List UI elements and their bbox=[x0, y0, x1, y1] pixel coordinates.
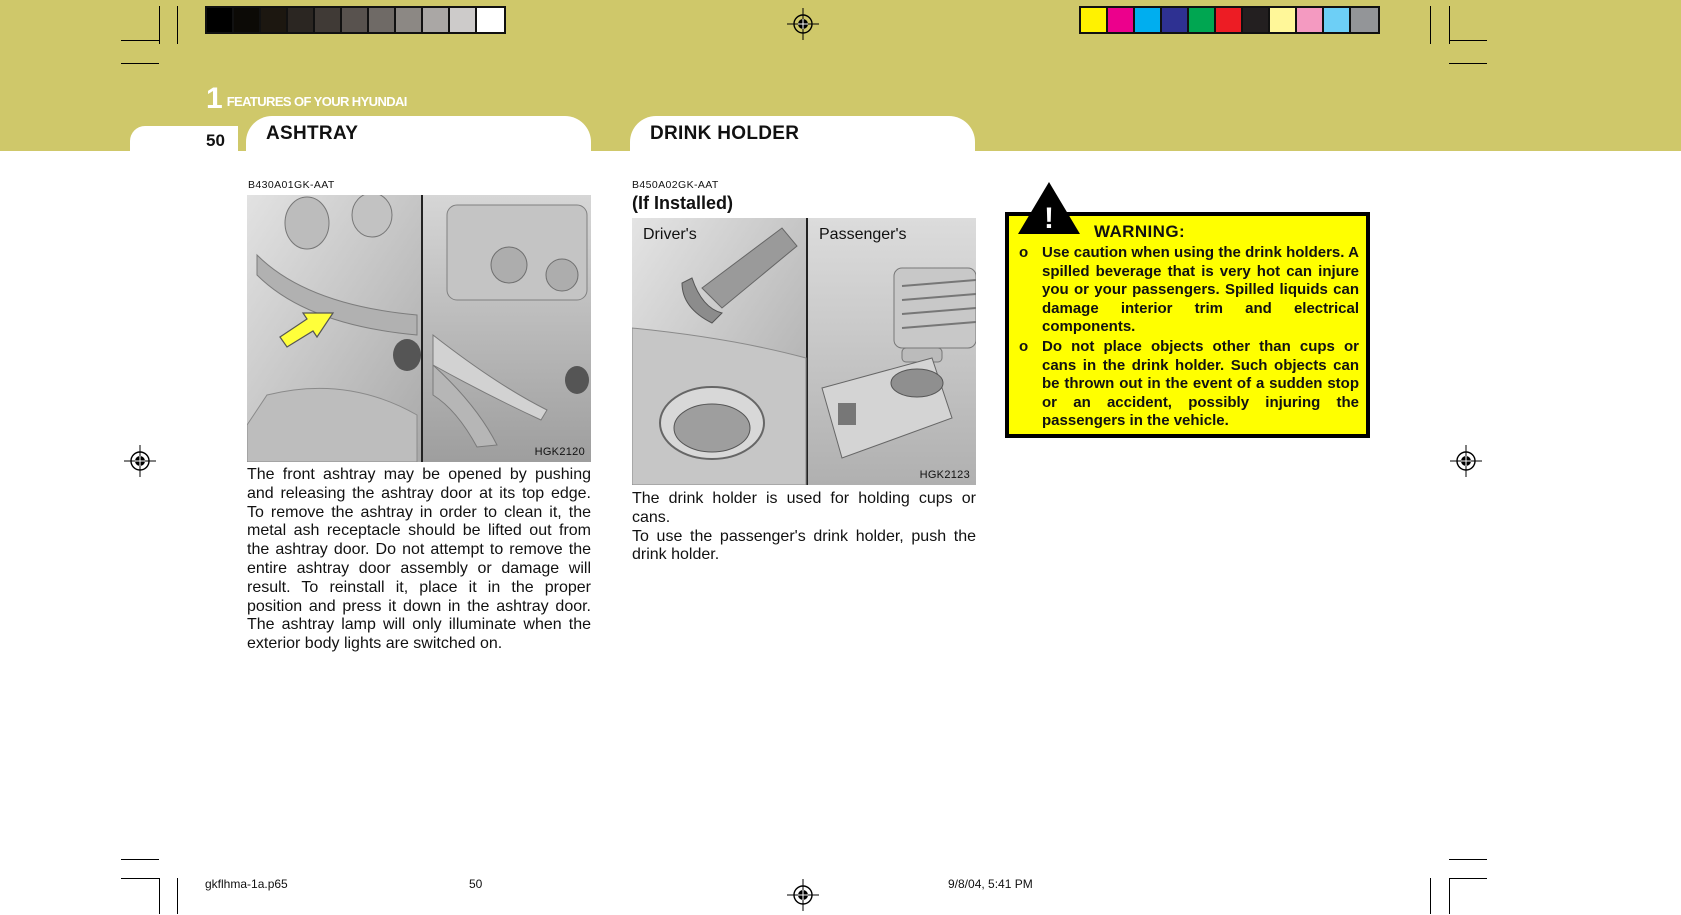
color-swatches bbox=[1079, 6, 1380, 34]
warning-bullet: o bbox=[1019, 244, 1029, 261]
crop-mark bbox=[177, 878, 178, 914]
footer-file: gkflhma-1a.p65 bbox=[205, 877, 288, 891]
registration-mark-icon bbox=[787, 8, 819, 40]
ashtray-figure bbox=[247, 195, 591, 462]
crop-mark bbox=[121, 878, 159, 879]
color-swatch bbox=[369, 8, 396, 32]
color-swatch bbox=[234, 8, 261, 32]
warning-list bbox=[1019, 244, 1359, 432]
color-swatch bbox=[261, 8, 288, 32]
warning-icon-glyph: ! bbox=[1044, 202, 1054, 235]
drink-holder-code: B450A02GK-AAT bbox=[632, 179, 719, 191]
color-swatch bbox=[1189, 8, 1216, 32]
crop-mark bbox=[1449, 40, 1487, 41]
crop-mark bbox=[159, 878, 160, 914]
color-swatch bbox=[1324, 8, 1351, 32]
color-swatch bbox=[288, 8, 315, 32]
grayscale-swatches bbox=[205, 6, 506, 34]
section-title-drink-holder: DRINK HOLDER bbox=[650, 123, 800, 144]
drink-holder-text bbox=[632, 490, 976, 565]
crop-mark bbox=[121, 859, 159, 860]
ashtray-figure-label: HGK2120 bbox=[534, 446, 585, 458]
registration-mark-icon bbox=[124, 445, 156, 477]
passengers-label: Passenger's bbox=[819, 226, 907, 243]
registration-mark-icon bbox=[1450, 445, 1482, 477]
crop-mark bbox=[1449, 878, 1487, 879]
ashtray-illustration bbox=[247, 195, 591, 462]
color-swatch bbox=[450, 8, 477, 32]
color-swatch bbox=[1162, 8, 1189, 32]
color-swatch bbox=[1135, 8, 1162, 32]
drink-holder-figure bbox=[632, 218, 976, 485]
chapter-number: 1 bbox=[206, 82, 223, 115]
warning-triangle-icon bbox=[1016, 180, 1082, 236]
color-swatch bbox=[1243, 8, 1270, 32]
page-number: 50 bbox=[206, 131, 225, 150]
ashtray-text: The front ashtray may be opened by pushing and releasing the ashtray door at its top edge. To remove the ashtray in order to clean it, the metal ash receptacle should be lifted out from the ashtray door. Do not attempt to remove the entire ashtray door assembly or damage will result. To reinstall it, place it in the proper position and press it down in the ashtray door. The ashtray lamp will only illuminate when the exterior body lights are switched on. bbox=[247, 466, 591, 653]
drink-holder-paragraph-2: To use the passenger's drink holder, push the drink holder. bbox=[632, 527, 976, 564]
warning-title: WARNING: bbox=[1094, 222, 1186, 241]
crop-mark bbox=[1449, 63, 1487, 64]
color-swatch bbox=[396, 8, 423, 32]
crop-mark bbox=[1449, 878, 1450, 914]
drink-holder-subtitle: (If Installed) bbox=[632, 193, 734, 213]
color-swatch bbox=[207, 8, 234, 32]
warning-item bbox=[1019, 338, 1359, 431]
color-swatch bbox=[423, 8, 450, 32]
warning-item-text: Use caution when using the drink holders. A spilled beverage that is very hot can injure you or your passengers. Spilled liquids can damage interior trim and electrical components. bbox=[1042, 244, 1359, 336]
crop-mark bbox=[1430, 6, 1431, 44]
color-swatch bbox=[1297, 8, 1324, 32]
warning-item bbox=[1019, 244, 1359, 337]
chapter-title: FEATURES OF YOUR HYUNDAI bbox=[226, 94, 407, 109]
crop-mark bbox=[159, 6, 160, 44]
color-swatch bbox=[477, 8, 504, 32]
color-swatch bbox=[342, 8, 369, 32]
drivers-label: Driver's bbox=[643, 226, 697, 243]
footer-date: 9/8/04, 5:41 PM bbox=[948, 877, 1033, 891]
drink-holder-figure-label: HGK2123 bbox=[919, 469, 970, 481]
crop-mark bbox=[121, 63, 159, 64]
color-swatch bbox=[1351, 8, 1378, 32]
footer-page: 50 bbox=[469, 877, 483, 891]
color-swatch bbox=[1108, 8, 1135, 32]
color-swatch bbox=[1270, 8, 1297, 32]
crop-mark bbox=[1430, 878, 1431, 914]
warning-box bbox=[1005, 212, 1370, 438]
warning-bullet: o bbox=[1019, 337, 1029, 355]
drink-holder-paragraph-1: The drink holder is used for holding cups or cans. bbox=[632, 490, 976, 526]
chapter-heading bbox=[206, 84, 407, 114]
drink-holder-illustration bbox=[632, 218, 976, 485]
color-swatch bbox=[1216, 8, 1243, 32]
crop-mark bbox=[1449, 859, 1487, 860]
warning-item-text: Do not place objects other than cups or cans in the drink holder. Such objects can be thrown out in the event of a sudden stop or an accident, possibly injuring the passengers in the vehicle. bbox=[1042, 337, 1359, 430]
color-swatch bbox=[1081, 8, 1108, 32]
crop-mark bbox=[177, 6, 178, 44]
registration-mark-icon bbox=[787, 879, 819, 911]
ashtray-code: B430A01GK-AAT bbox=[248, 179, 335, 191]
crop-mark bbox=[121, 40, 159, 41]
crop-mark bbox=[1449, 6, 1450, 44]
section-title-ashtray: ASHTRAY bbox=[266, 123, 359, 144]
color-swatch bbox=[315, 8, 342, 32]
